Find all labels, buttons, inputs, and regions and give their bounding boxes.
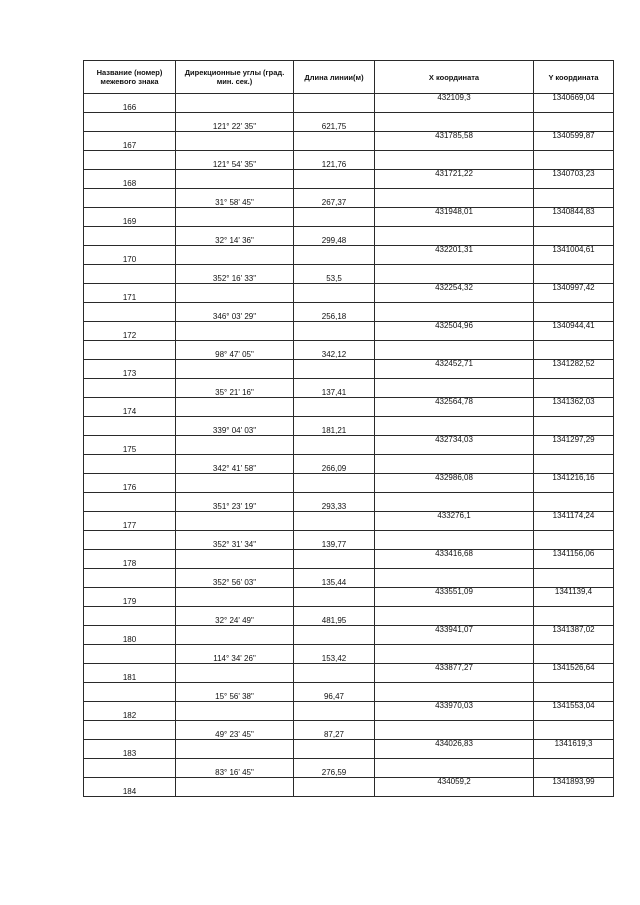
point-row: [84, 474, 614, 493]
y-coordinate: 1341387,02: [534, 626, 614, 645]
empty-cell: [176, 132, 294, 151]
x-coordinate: 433970,03: [375, 702, 534, 721]
empty-cell: [534, 151, 614, 170]
point-row: [84, 246, 614, 265]
empty-cell: [375, 379, 534, 398]
header-direction-angle: Дирекционные углы (град. мин. сек.): [176, 61, 294, 94]
empty-cell: [176, 474, 294, 493]
empty-cell: [534, 113, 614, 132]
point-row: [84, 512, 614, 531]
point-row: [84, 626, 614, 645]
segment-row: [84, 265, 614, 284]
direction-angle: 35° 21' 16": [176, 379, 294, 398]
empty-cell: [375, 759, 534, 778]
point-name: 170: [84, 246, 176, 265]
empty-cell: [176, 94, 294, 113]
point-row: [84, 208, 614, 227]
empty-cell: [375, 493, 534, 512]
point-row: [84, 322, 614, 341]
point-name: 184: [84, 778, 176, 797]
x-coordinate: 431721,22: [375, 170, 534, 189]
empty-cell: [84, 493, 176, 512]
point-name: 183: [84, 740, 176, 759]
coordinates-table: [83, 60, 614, 797]
direction-angle: 32° 14' 36": [176, 227, 294, 246]
empty-cell: [534, 303, 614, 322]
point-name: 171: [84, 284, 176, 303]
empty-cell: [534, 227, 614, 246]
empty-cell: [294, 626, 375, 645]
empty-cell: [84, 683, 176, 702]
line-length: 153,42: [294, 645, 375, 664]
empty-cell: [534, 645, 614, 664]
empty-cell: [375, 113, 534, 132]
point-row: [84, 778, 614, 797]
empty-cell: [294, 398, 375, 417]
line-length: 256,18: [294, 303, 375, 322]
point-name: 177: [84, 512, 176, 531]
line-length: 135,44: [294, 569, 375, 588]
empty-cell: [84, 569, 176, 588]
point-name: 166: [84, 94, 176, 113]
x-coordinate: 432254,32: [375, 284, 534, 303]
segment-row: [84, 721, 614, 740]
empty-cell: [294, 664, 375, 683]
direction-angle: 346° 03' 29": [176, 303, 294, 322]
segment-row: [84, 113, 614, 132]
x-coordinate: 434059,2: [375, 778, 534, 797]
empty-cell: [534, 455, 614, 474]
point-row: [84, 436, 614, 455]
x-coordinate: 432109,3: [375, 94, 534, 113]
x-coordinate: 433416,68: [375, 550, 534, 569]
segment-row: [84, 569, 614, 588]
empty-cell: [176, 664, 294, 683]
empty-cell: [534, 721, 614, 740]
empty-cell: [294, 360, 375, 379]
empty-cell: [84, 379, 176, 398]
x-coordinate: 431785,58: [375, 132, 534, 151]
empty-cell: [534, 265, 614, 284]
header-line-length: Длина линии(м): [294, 61, 375, 94]
point-name: 178: [84, 550, 176, 569]
point-row: [84, 702, 614, 721]
empty-cell: [294, 132, 375, 151]
line-length: 266,09: [294, 455, 375, 474]
empty-cell: [375, 531, 534, 550]
empty-cell: [84, 607, 176, 626]
point-row: [84, 170, 614, 189]
empty-cell: [176, 626, 294, 645]
y-coordinate: 1341526,64: [534, 664, 614, 683]
segment-row: [84, 759, 614, 778]
empty-cell: [84, 113, 176, 132]
line-length: 87,27: [294, 721, 375, 740]
y-coordinate: 1340703,23: [534, 170, 614, 189]
empty-cell: [534, 341, 614, 360]
empty-cell: [84, 417, 176, 436]
y-coordinate: 1341619,3: [534, 740, 614, 759]
empty-cell: [294, 322, 375, 341]
empty-cell: [534, 189, 614, 208]
x-coordinate: 432564,78: [375, 398, 534, 417]
segment-row: [84, 151, 614, 170]
empty-cell: [176, 170, 294, 189]
empty-cell: [294, 208, 375, 227]
segment-row: [84, 227, 614, 246]
empty-cell: [294, 94, 375, 113]
direction-angle: 342° 41' 58": [176, 455, 294, 474]
point-name: 169: [84, 208, 176, 227]
point-name: 181: [84, 664, 176, 683]
empty-cell: [176, 284, 294, 303]
point-row: [84, 550, 614, 569]
table-body: [84, 94, 614, 797]
x-coordinate: 432734,03: [375, 436, 534, 455]
segment-row: [84, 645, 614, 664]
segment-row: [84, 455, 614, 474]
empty-cell: [534, 417, 614, 436]
empty-cell: [84, 455, 176, 474]
direction-angle: 32° 24' 49": [176, 607, 294, 626]
header-row: [84, 61, 614, 94]
empty-cell: [375, 151, 534, 170]
y-coordinate: 1341893,99: [534, 778, 614, 797]
empty-cell: [84, 265, 176, 284]
line-length: 481,95: [294, 607, 375, 626]
empty-cell: [176, 322, 294, 341]
point-row: [84, 664, 614, 683]
empty-cell: [294, 512, 375, 531]
empty-cell: [294, 284, 375, 303]
y-coordinate: 1340944,41: [534, 322, 614, 341]
empty-cell: [176, 550, 294, 569]
point-name: 167: [84, 132, 176, 151]
empty-cell: [294, 170, 375, 189]
direction-angle: 31° 58' 45": [176, 189, 294, 208]
point-name: 174: [84, 398, 176, 417]
segment-row: [84, 607, 614, 626]
empty-cell: [176, 588, 294, 607]
empty-cell: [534, 379, 614, 398]
empty-cell: [176, 778, 294, 797]
direction-angle: 352° 56' 03": [176, 569, 294, 588]
empty-cell: [375, 341, 534, 360]
empty-cell: [375, 189, 534, 208]
point-name: 173: [84, 360, 176, 379]
empty-cell: [176, 512, 294, 531]
y-coordinate: 1341156,06: [534, 550, 614, 569]
point-row: [84, 284, 614, 303]
empty-cell: [534, 759, 614, 778]
segment-row: [84, 417, 614, 436]
point-row: [84, 588, 614, 607]
empty-cell: [375, 417, 534, 436]
empty-cell: [534, 531, 614, 550]
point-row: [84, 398, 614, 417]
direction-angle: 352° 31' 34": [176, 531, 294, 550]
x-coordinate: 433551,09: [375, 588, 534, 607]
y-coordinate: 1341553,04: [534, 702, 614, 721]
empty-cell: [176, 398, 294, 417]
line-length: 621,75: [294, 113, 375, 132]
x-coordinate: 433877,27: [375, 664, 534, 683]
empty-cell: [84, 227, 176, 246]
empty-cell: [375, 227, 534, 246]
x-coordinate: 433941,07: [375, 626, 534, 645]
empty-cell: [375, 721, 534, 740]
segment-row: [84, 493, 614, 512]
y-coordinate: 1341282,52: [534, 360, 614, 379]
point-name: 180: [84, 626, 176, 645]
y-coordinate: 1340844,83: [534, 208, 614, 227]
point-row: [84, 94, 614, 113]
empty-cell: [84, 303, 176, 322]
y-coordinate: 1341004,61: [534, 246, 614, 265]
y-coordinate: 1340997,42: [534, 284, 614, 303]
line-length: 299,48: [294, 227, 375, 246]
empty-cell: [294, 740, 375, 759]
x-coordinate: 432986,08: [375, 474, 534, 493]
empty-cell: [294, 436, 375, 455]
direction-angle: 121° 54' 35": [176, 151, 294, 170]
empty-cell: [294, 474, 375, 493]
empty-cell: [176, 208, 294, 227]
y-coordinate: 1340669,04: [534, 94, 614, 113]
empty-cell: [534, 493, 614, 512]
y-coordinate: 1341362,03: [534, 398, 614, 417]
line-length: 267,37: [294, 189, 375, 208]
point-name: 182: [84, 702, 176, 721]
direction-angle: 15° 56' 38": [176, 683, 294, 702]
empty-cell: [294, 778, 375, 797]
x-coordinate: 434026,83: [375, 740, 534, 759]
segment-row: [84, 303, 614, 322]
point-row: [84, 740, 614, 759]
segment-row: [84, 379, 614, 398]
point-row: [84, 132, 614, 151]
header-y-coordinate: Y координата: [534, 61, 614, 94]
empty-cell: [176, 702, 294, 721]
empty-cell: [176, 360, 294, 379]
empty-cell: [84, 759, 176, 778]
direction-angle: 114° 34' 26": [176, 645, 294, 664]
empty-cell: [375, 265, 534, 284]
line-length: 342,12: [294, 341, 375, 360]
direction-angle: 351° 23' 19": [176, 493, 294, 512]
header-x-coordinate: X координата: [375, 61, 534, 94]
empty-cell: [84, 151, 176, 170]
empty-cell: [534, 683, 614, 702]
empty-cell: [84, 341, 176, 360]
empty-cell: [84, 645, 176, 664]
empty-cell: [176, 740, 294, 759]
empty-cell: [294, 246, 375, 265]
empty-cell: [375, 303, 534, 322]
direction-angle: 339° 04' 03": [176, 417, 294, 436]
empty-cell: [84, 721, 176, 740]
header-point-name: Название (номер) межевого знака: [84, 61, 176, 94]
line-length: 137,41: [294, 379, 375, 398]
segment-row: [84, 341, 614, 360]
empty-cell: [294, 550, 375, 569]
empty-cell: [176, 436, 294, 455]
point-name: 176: [84, 474, 176, 493]
line-length: 121,76: [294, 151, 375, 170]
direction-angle: 121° 22' 35": [176, 113, 294, 132]
empty-cell: [176, 246, 294, 265]
empty-cell: [375, 569, 534, 588]
y-coordinate: 1341216,16: [534, 474, 614, 493]
direction-angle: 83° 16' 45": [176, 759, 294, 778]
line-length: 53,5: [294, 265, 375, 284]
x-coordinate: 432452,71: [375, 360, 534, 379]
line-length: 276,59: [294, 759, 375, 778]
direction-angle: 352° 16' 33": [176, 265, 294, 284]
x-coordinate: 433276,1: [375, 512, 534, 531]
empty-cell: [375, 607, 534, 626]
point-name: 175: [84, 436, 176, 455]
point-row: [84, 360, 614, 379]
empty-cell: [375, 455, 534, 474]
empty-cell: [375, 645, 534, 664]
empty-cell: [534, 569, 614, 588]
table-header: [84, 61, 614, 94]
direction-angle: 49° 23' 45": [176, 721, 294, 740]
segment-row: [84, 531, 614, 550]
y-coordinate: 1340599,87: [534, 132, 614, 151]
direction-angle: 98° 47' 05": [176, 341, 294, 360]
y-coordinate: 1341297,29: [534, 436, 614, 455]
x-coordinate: 432201,31: [375, 246, 534, 265]
segment-row: [84, 683, 614, 702]
empty-cell: [534, 607, 614, 626]
empty-cell: [84, 189, 176, 208]
point-name: 172: [84, 322, 176, 341]
point-name: 179: [84, 588, 176, 607]
line-length: 293,33: [294, 493, 375, 512]
segment-row: [84, 189, 614, 208]
point-name: 168: [84, 170, 176, 189]
x-coordinate: 431948,01: [375, 208, 534, 227]
y-coordinate: 1341139,4: [534, 588, 614, 607]
empty-cell: [375, 683, 534, 702]
line-length: 96,47: [294, 683, 375, 702]
line-length: 181,21: [294, 417, 375, 436]
empty-cell: [294, 588, 375, 607]
x-coordinate: 432504,96: [375, 322, 534, 341]
empty-cell: [294, 702, 375, 721]
line-length: 139,77: [294, 531, 375, 550]
y-coordinate: 1341174,24: [534, 512, 614, 531]
empty-cell: [84, 531, 176, 550]
